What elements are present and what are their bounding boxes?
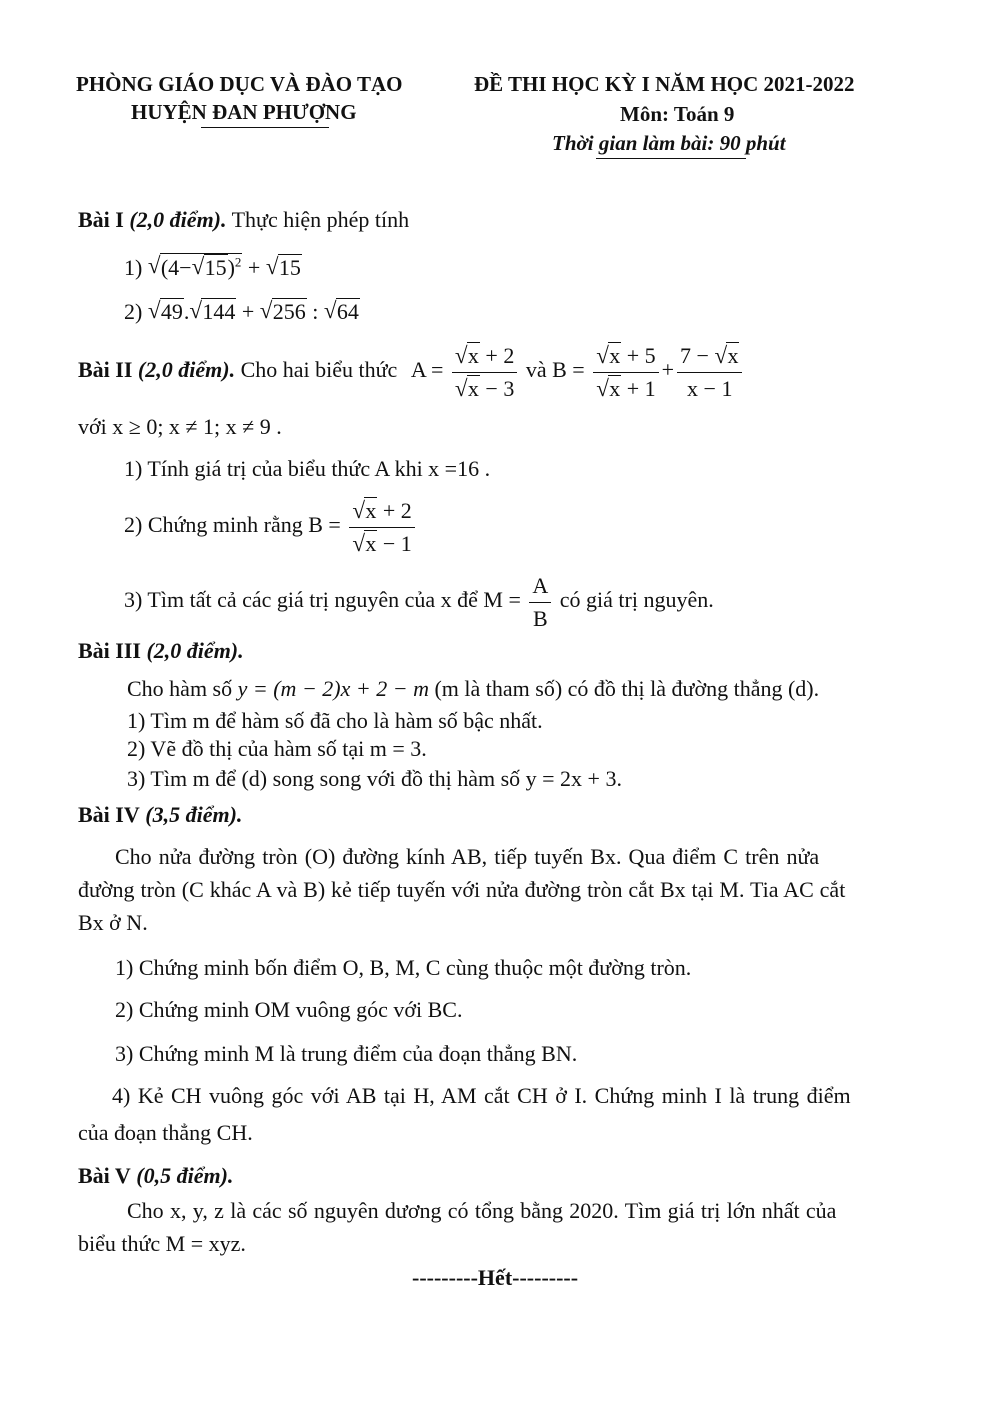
q1-plus: + [247,255,261,280]
q2-colon: : [312,299,319,324]
frac-num-root: x [727,343,739,368]
bai5-heading [78,1163,233,1189]
expr-B-label: B = [552,357,585,383]
bai5-points: (0,5 điểm). [136,1163,234,1188]
sqrt-expression [148,253,243,281]
frac-den-root: x [365,530,377,556]
bai3-title: Bài III [78,638,141,663]
header-duration: Thời gian làm bài: 90 phút [552,131,786,155]
bai2-points: (2,0 điểm). [137,357,236,383]
bai2-question-1: 1) Tính giá trị của biểu thức A khi x =16 . [124,456,491,481]
bai4-title: Bài IV [78,802,140,827]
frac-den: B [532,605,548,631]
bai1-points: (2,0 điểm). [129,207,227,232]
bai4-question-3: 3) Chứng minh M là trung điểm của đoạn thẳng BN. [115,1041,578,1066]
bai4-points: (3,5 điểm). [145,802,243,827]
q1-part: ) [227,255,235,280]
bai2-text: Cho hai biểu thức [235,357,398,383]
end-marker: ---------Hết--------- [412,1265,579,1290]
bai2-title: Bài II [78,357,133,383]
bai3-heading [78,638,244,664]
bai1-heading [78,207,409,233]
frac-num-root: x [467,343,479,368]
bai3-intro [127,676,819,702]
bai3-formula: y = (m − 2)x + 2 − m [237,676,429,701]
bai1-title: Bài I [78,207,124,232]
sqrt-expression [266,254,302,281]
bai3-question-1: 1) Tìm m để hàm số đã cho là hàm số bậc nhất. [127,708,543,733]
q2-part: 49 [160,299,183,324]
q1-part: (4− [160,255,192,280]
frac-num-head: 7 − [680,343,715,368]
bai4-question-4-line-1: 4) Kẻ CH vuông góc với AB tại H, AM cắt CH ở I. Chứng minh I là trung điểm [112,1083,851,1108]
sqrt-expression [324,298,360,325]
frac-num-root: x [609,343,621,368]
q2-plus: + [241,299,255,324]
bai2-q3-fraction [529,572,551,632]
plus-sign: + [661,357,675,383]
frac-num-tail: + 2 [377,498,412,523]
bai2-q3-tail: có giá trị nguyên. [554,587,714,613]
sqrt-expression [148,298,184,325]
header-exam-title: ĐỀ THI HỌC KỲ I NĂM HỌC 2021-2022 [474,72,855,96]
bai2-question-2 [124,497,418,557]
frac-num-tail: + 5 [621,343,656,368]
frac-den-root: x [609,375,621,401]
expr-A-label: A = [410,357,444,383]
q2-part: 64 [336,299,359,324]
conj-and: và [525,357,547,383]
frac-den-tail: − 3 [479,375,515,401]
frac-num-tail: + 2 [479,343,515,368]
q2-dot: . [183,299,190,324]
expr-B-fraction-1 [593,342,658,402]
bai3-question-2: 2) Vẽ đồ thị của hàm số tại m = 3. [127,736,427,761]
header-right-underline [596,158,746,159]
bai1-text: Thực hiện phép tính [226,207,410,232]
frac-den: x − 1 [687,375,733,401]
bai4-heading [78,802,242,828]
bai3-intro-tail: (m là tham số) có đồ thị là đường thẳng (d). [428,676,820,701]
frac-den-tail: − 1 [377,530,412,556]
frac-den-tail: + 1 [621,375,656,401]
q1-part: 15 [278,255,301,280]
q2-part: 256 [272,299,306,324]
q2-part: 144 [202,299,236,324]
sqrt-expression [189,298,236,325]
bai2-q3-text: 3) Tìm tất cả các giá trị nguyên của x để M = [124,587,521,613]
header-left-underline [201,127,329,128]
frac-num: A [529,572,551,603]
bai1-q1-label: 1) [124,255,143,280]
bai2-condition: với x ≥ 0; x ≠ 1; x ≠ 9 . [78,414,282,439]
bai5-line-2: biểu thức M = xyz. [78,1231,246,1256]
q1-part: 15 [204,255,227,280]
bai2-q2-text: 2) Chứng minh rằng B = [124,512,341,538]
q1-exponent: 2 [234,254,242,270]
header-department: PHÒNG GIÁO DỤC VÀ ĐÀO TẠO [76,72,403,96]
bai4-intro-line-1: Cho nửa đường tròn (O) đường kính AB, tiếp tuyến Bx. Qua điểm C trên nửa [115,844,820,869]
sqrt-expression [260,298,307,325]
expr-B-fraction-2 [677,342,742,402]
bai3-question-3: 3) Tìm m để (d) song song với đồ thị hàm số y = 2x + 3. [127,766,622,791]
expr-A-fraction [452,342,517,402]
bai2-q2-fraction [349,497,414,557]
bai4-question-4-line-2: của đoạn thẳng CH. [78,1120,253,1145]
header-district: HUYỆN ĐAN PHƯỢNG [131,100,357,124]
bai1-question-2 [124,298,360,325]
frac-den-root: x [467,375,479,401]
bai4-question-1: 1) Chứng minh bốn điểm O, B, M, C cùng thuộc một đường tròn. [115,955,692,980]
bai1-q2-label: 2) [124,299,143,324]
bai1-question-1 [124,253,302,281]
header-subject: Môn: Toán 9 [620,102,735,126]
bai2-heading [78,342,745,402]
bai3-points: (2,0 điểm). [146,638,244,663]
bai2-question-3 [124,572,714,632]
bai5-line-1: Cho x, y, z là các số nguyên dương có tổng bằng 2020. Tìm giá trị lớn nhất của [127,1198,837,1223]
frac-num-root: x [365,498,377,523]
bai5-title: Bài V [78,1163,131,1188]
bai4-intro-line-3: Bx ở N. [78,910,148,935]
bai4-intro-line-2: đường tròn (C khác A và B) kẻ tiếp tuyến với nửa đường tròn cắt Bx tại M. Tia AC cắt [78,877,846,902]
bai3-intro-head: Cho hàm số [127,676,238,701]
bai4-question-2: 2) Chứng minh OM vuông góc với BC. [115,997,463,1022]
